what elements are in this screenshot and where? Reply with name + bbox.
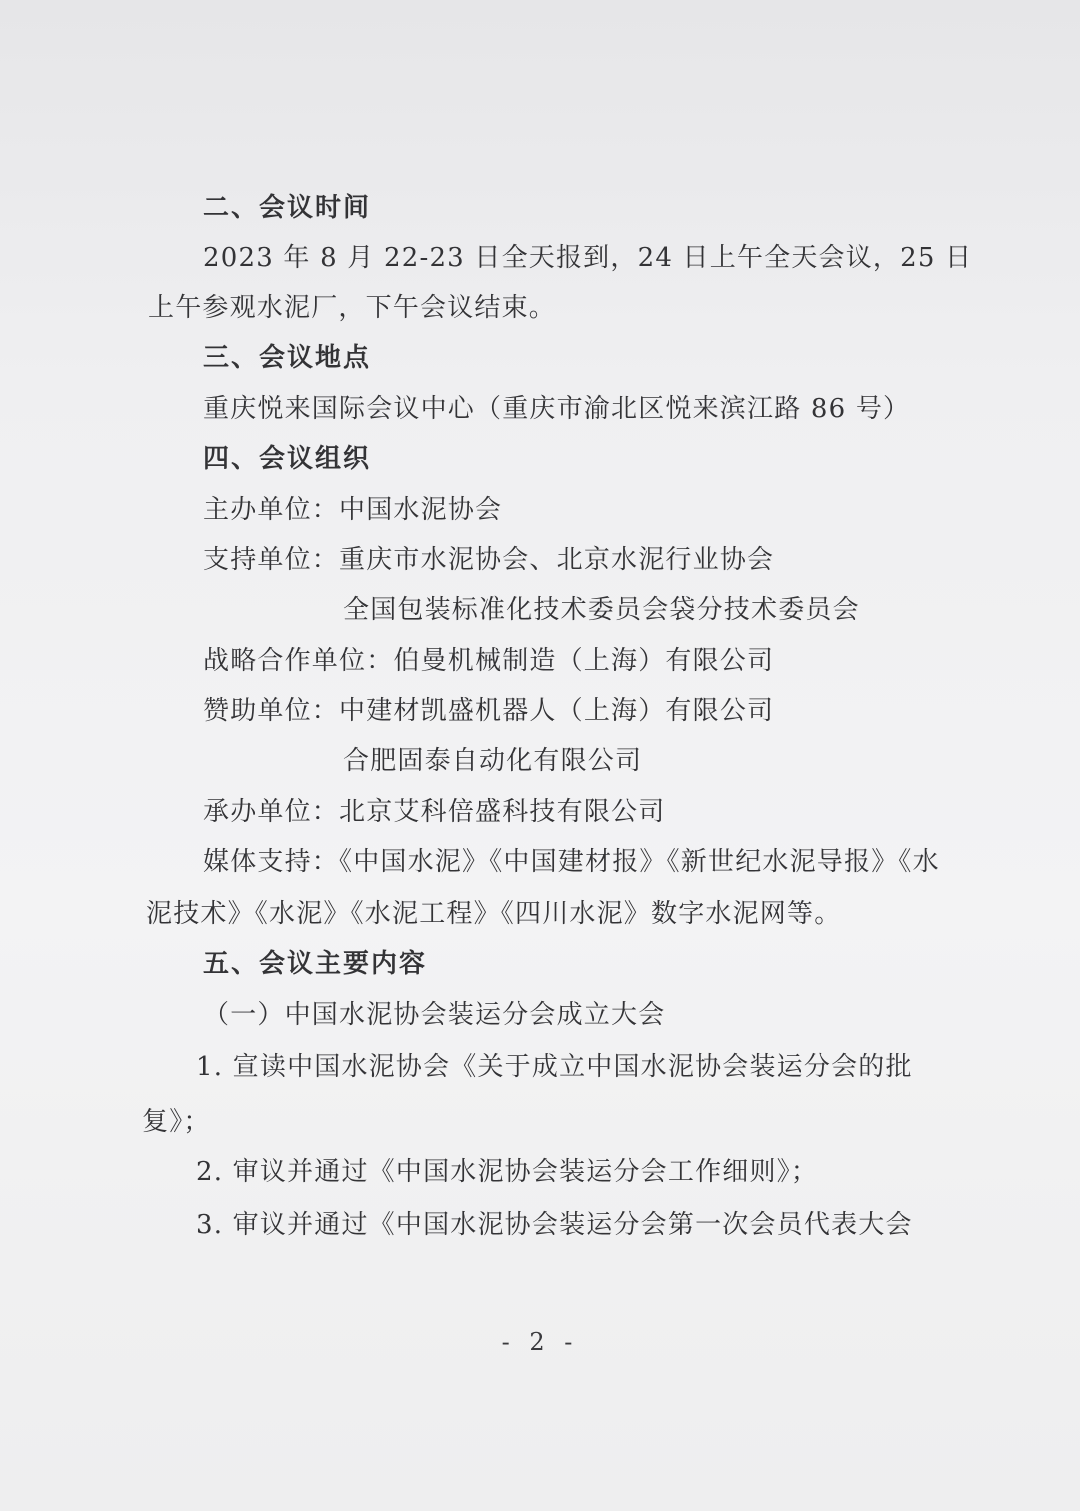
- support-row-continued: [0, 584, 1080, 636]
- support-value-2: 全国包装标准化技术委员会袋分技术委员会: [343, 595, 860, 625]
- host-row: [0, 484, 1080, 536]
- media-line-1: 媒体支持：《中国水泥》《中国建材报》《新世纪水泥导报》《水: [203, 847, 940, 877]
- content-item-1-line-1: 1. 宣读中国水泥协会《关于成立中国水泥协会装运分会的批: [196, 1052, 913, 1082]
- organizer-label: 承办单位：: [203, 797, 340, 827]
- content-subheading-1: （一）中国水泥协会装运分会成立大会: [203, 1000, 666, 1030]
- strategic-row: [0, 635, 1080, 687]
- sponsor-value-2: 合肥固泰自动化有限公司: [343, 746, 643, 776]
- section-heading-time: 二、会议时间: [203, 193, 372, 223]
- strategic-value: 伯曼机械制造（上海）有限公司: [393, 646, 775, 676]
- page-number: - 2 -: [501, 1328, 579, 1356]
- section-heading-organization: 四、会议组织: [203, 444, 372, 474]
- support-label: 支持单位：: [203, 545, 340, 575]
- media-line-2: 泥技术》《水泥》《水泥工程》《四川水泥》数字水泥网等。: [146, 899, 842, 929]
- content-item-1-line-2: 复》；: [142, 1107, 211, 1137]
- organizer-value: 北京艾科倍盛科技有限公司: [339, 797, 666, 827]
- content-item-2: 2. 审议并通过《中国水泥协会装运分会工作细则》；: [196, 1157, 819, 1187]
- sponsor-row-continued: [0, 735, 1080, 787]
- content-item-3: 3. 审议并通过《中国水泥协会装运分会第一次会员代表大会: [196, 1210, 913, 1240]
- organizer-row: [0, 786, 1080, 838]
- strategic-label: 战略合作单位：: [203, 646, 394, 676]
- support-row: [0, 534, 1080, 586]
- host-label: 主办单位：: [203, 495, 340, 525]
- time-paragraph-line-2: 上午参观水泥厂，下午会议结束。: [148, 293, 557, 323]
- time-paragraph-line-1: 2023 年 8 月 22-23 日全天报到，24 日上午全天会议，25 日: [203, 243, 973, 273]
- host-value: 中国水泥协会: [339, 495, 503, 525]
- venue-address: 重庆悦来国际会议中心（重庆市渝北区悦来滨江路 86 号）: [203, 394, 911, 424]
- support-value-1: 重庆市水泥协会、北京水泥行业协会: [339, 545, 775, 575]
- section-heading-content: 五、会议主要内容: [203, 949, 428, 979]
- sponsor-row: [0, 685, 1080, 737]
- sponsor-label: 赞助单位：: [203, 696, 340, 726]
- section-heading-venue: 三、会议地点: [203, 343, 372, 373]
- sponsor-value-1: 中建材凯盛机器人（上海）有限公司: [339, 696, 775, 726]
